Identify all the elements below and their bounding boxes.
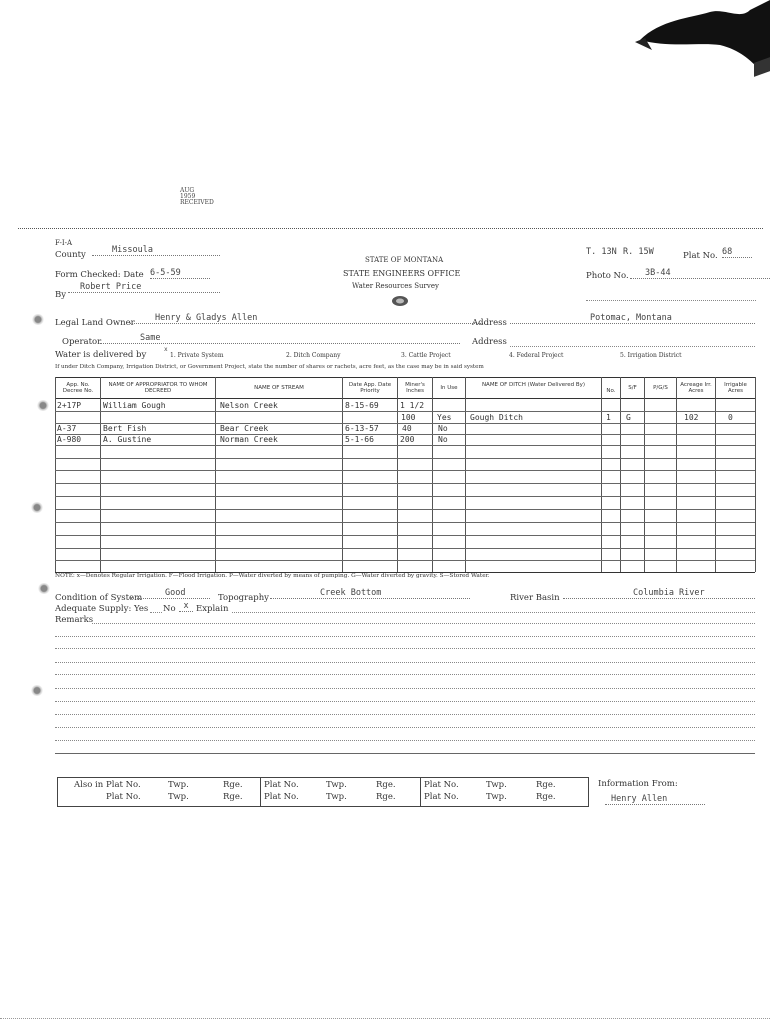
table-row-1-date: 8-15-69 [345,401,379,410]
col-header-ditch: NAME OF DITCH (Water Delivered By) [481,382,586,388]
also-plat-3: Plat No. [264,780,299,790]
also-plat-6: Plat No. [424,792,459,802]
col-header-inches: Miner's Inches [405,382,425,394]
no-label: No [163,604,176,614]
condition-value: Good [130,588,210,599]
table-row-1-app: 2+17P [57,401,82,410]
title-survey: Water Resources Survey [352,282,439,290]
owner-address: Potomac, Montana [510,313,755,324]
table-row-3-date: 6-13-57 [345,424,379,433]
plat-label: Plat No. [683,251,718,261]
col-header-sf: S/F [628,385,637,391]
date-checked-label: Form Checked: Date [55,270,144,280]
photo-value: 3B-44 [630,268,770,279]
owner-label: Legal Land Owner [55,318,135,328]
topography-label: Topography [218,593,269,603]
also-plat-4: Plat No. [264,792,299,802]
delivered-marker: x [164,346,168,353]
torn-corner [600,0,770,70]
river-basin-label: River Basin [510,593,560,603]
also-rge-3: Rge. [376,780,396,790]
title-state: STATE OF MONTANA [365,256,444,264]
table-row-2-irrigable: 0 [728,413,733,422]
photo-label: Photo No. [586,271,629,281]
also-in-box [57,777,589,807]
legend-note: NOTE: x—Denotes Regular Irrigation. F—Flood Irrigation. P—Water diverted by means of pumping. G—Water diverted by gravity. S—Stored Water. [55,573,490,579]
table-row-1-name: William Gough [103,401,166,410]
info-from-value: Henry Allen [605,794,705,805]
col-header-pgs: P/G/S [653,385,668,391]
operator-label: Operator [62,337,102,347]
remarks-label: Remarks [55,615,94,625]
also-twp-1: Twp. [168,780,189,790]
table-row-3-inuse: No [438,424,448,433]
table-row-2-ditch: Gough Ditch [470,413,523,422]
title-office: STATE ENGINEERS OFFICE [343,269,461,278]
delivered-opt-3: 3. Cattle Project [401,352,451,359]
table-row-4-app: A-980 [57,435,82,444]
also-twp-3: Twp. [326,780,347,790]
also-rge-4: Rge. [376,792,396,802]
also-rge-1: Rge. [223,780,243,790]
by-label: By [55,290,67,300]
topography-value: Creek Bottom [270,588,470,599]
table-row-2-acreage: 102 [684,413,699,422]
form-id: F-I-A [55,239,73,247]
state-seal-icon [390,295,410,307]
col-header-date: Date App. Date Priority [348,382,392,394]
adequate-label: Adequate Supply: Yes [55,604,149,614]
river-basin-value: Columbia River [563,588,755,599]
owner-value: Henry & Gladys Allen [130,313,485,324]
table-row-4-inches: 200 [400,435,415,444]
also-rge-6: Rge. [536,792,556,802]
also-rge-5: Rge. [536,780,556,790]
no-value: x [179,601,193,612]
table-row-3-app: A-37 [57,424,77,433]
col-header-app-no: App. No. Decree No. [62,382,94,394]
table-row-2-no: 1 [606,413,611,422]
condition-label: Condition of System [55,593,143,603]
col-header-irrigable: Irrigable Acres [724,382,747,394]
county-label: County [55,250,86,260]
instruction-text: If under Ditch Company, Irrigation District, or Government Project, state the number of shares or rachets, acre feet, as the case may be in said system [55,364,484,370]
table-row-2-inches: 100 [401,413,416,422]
table-row-2-sf: G [626,413,631,422]
by-value: Robert Price [68,282,220,293]
table-row-3-stream: Bear Creek [220,424,269,433]
table-row-3-name: Bert Fish [103,424,147,433]
date-checked-value: 6-5-59 [150,268,210,279]
col-header-in-use: In Use [440,385,458,391]
delivered-opt-4: 4. Federal Project [509,352,564,359]
table-row-4-stream: Norman Creek [220,435,278,444]
delivered-opt-1: 1. Private System [170,352,224,359]
also-twp-4: Twp. [326,792,347,802]
also-rge-2: Rge. [223,792,243,802]
range: R. 15W [623,247,654,257]
also-plat-1: Plat No. [106,780,141,790]
table-row-4-inuse: No [438,435,448,444]
owner-address-label: Address [472,318,507,328]
also-twp-6: Twp. [486,792,507,802]
county-value: Missoula [92,245,220,256]
also-twp-2: Twp. [168,792,189,802]
table-row-2-inuse: Yes [437,413,452,422]
township: T. 13N [586,247,617,257]
col-header-acreage: Acreage Irr. Acres [680,382,712,394]
received-stamp: AUG 1959 RECEIVED [180,187,214,206]
operator-value: Same [100,333,460,344]
explain-label: Explain [196,604,229,614]
also-twp-5: Twp. [486,780,507,790]
delivered-opt-2: 2. Ditch Company [286,352,341,359]
delivered-opt-5: 5. Irrigation District [620,352,682,359]
table-row-3-inches: 40 [402,424,412,433]
table-row-4-name: A. Gustine [103,435,152,444]
also-plat-2: Plat No. [106,792,141,802]
operator-address-label: Address [472,337,507,347]
table-row-1-stream: Nelson Creek [220,401,278,410]
info-from-label: Information From: [598,779,678,789]
also-in-label: Also in [74,780,104,790]
plat-value: 68 [722,247,752,258]
col-header-appropriator: NAME OF APPROPRIATOR TO WHOM DECREED [108,382,208,394]
table-row-4-date: 5-1-66 [345,435,374,444]
table-row-1-inches: 1 1/2 [400,401,425,410]
delivered-label: Water is delivered by [55,350,147,360]
also-plat-5: Plat No. [424,780,459,790]
col-header-stream: NAME OF STREAM [254,385,304,391]
col-header-no: No. [606,388,616,394]
